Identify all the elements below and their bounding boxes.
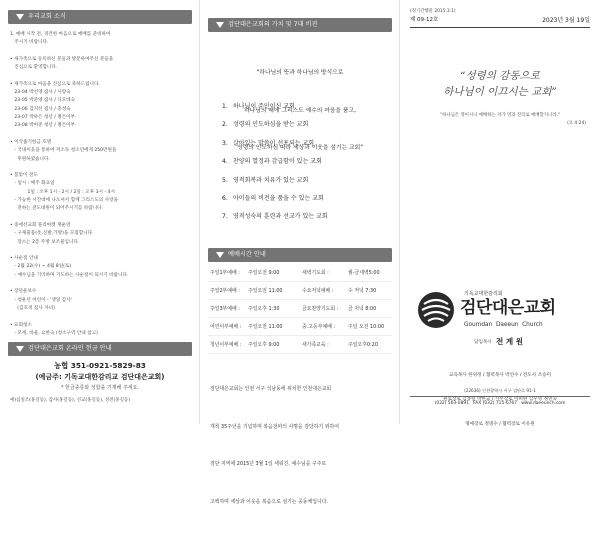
worship-row <box>210 288 394 295</box>
vision-item-text: 찬양의 열정과 감급함이 있는 교회 <box>233 158 322 166</box>
vision-statement-line: "하나님의 뜻과 하나님의 방식으로 <box>256 70 344 76</box>
theme-verse-ref: (요 4:24) <box>567 121 586 126</box>
vision-panel <box>200 0 400 505</box>
notice-line: - 가능한 시간대에 나오셔서 함께 그리스도의 사랑을 <box>10 198 118 203</box>
notice-line: • 새가족으로 등록하신 분들과 방문하여주신 분들을 <box>10 56 114 62</box>
worship-cell: 주일3부예배 : <box>210 306 240 312</box>
church-intro-line: 개척 35주년을 기념하며 복음전파의 사명을 감당하기 위하여 <box>210 423 339 430</box>
worship-cell: 주일2부예배 : <box>210 288 240 294</box>
cover-panel <box>400 0 600 428</box>
notice-line: • 장단운보수 <box>10 289 37 295</box>
worship-cell: 수 저녁 7:30 <box>348 288 377 294</box>
worship-cell: 금요찬양기도회 : <box>302 306 339 312</box>
vision-item-text: 영적성숙의 훈련과 선교가 있는 교회 <box>233 213 328 221</box>
notice-line: • 봄맞이 전도 <box>10 173 38 179</box>
notice-line: • 중에선교회 플리마켓 재운영 <box>10 222 71 228</box>
worship-cell: 주일오전 9:00 <box>248 270 280 276</box>
vision-item <box>222 212 328 221</box>
worship-cell: 주일1부예배 : <box>210 270 240 276</box>
vision-item <box>222 157 322 166</box>
vision-item <box>222 176 308 185</box>
notice-line: - 청운선 어린이 - '생일 감사' <box>10 297 72 303</box>
notice-line: 장소는 2층 주방 보조물입니다. <box>10 239 80 245</box>
vision-item <box>222 102 295 111</box>
vision-item-text: 영적회복과 치유가 있는 교회 <box>233 176 309 184</box>
account-number: 농협 351-0921-5829-83 <box>54 361 146 370</box>
worship-row-divider <box>208 335 392 336</box>
notice-line: - 모세, 바울, 요한숙 (청소구역 안내 참고) <box>10 330 98 336</box>
notice-line: 23-05 박준영 집사 / 디모데숙 <box>10 98 76 104</box>
worship-cell: 금 저녁 8:00 <box>348 306 377 312</box>
vision-item-number: 5. <box>222 176 228 184</box>
worship-header-label: 예배시간 안내 <box>228 251 266 258</box>
worship-cell: 주일오후0:20 <box>348 342 378 348</box>
pastor-label: 담임목사 <box>474 340 492 345</box>
vision-item-text: 살아있는 말씀이 선포되는 교회 <box>233 139 315 147</box>
notice-line: 23-06 김지선 집사 / 충성숙 <box>10 106 71 112</box>
notice-line: - 구제물품(옷,신발,가방)을 모집합니다. <box>10 231 94 237</box>
offering-example: 예)십일조(홍길동), 감사(홍길동), 선교(홍길동), 성전(홍길동) <box>10 398 131 403</box>
worship-row-divider <box>208 317 392 318</box>
vision-header <box>208 18 392 32</box>
vision-item-number: 6. <box>222 195 228 202</box>
notice-line: 23-07 박하은 청년 / 철은이부 <box>10 115 76 120</box>
church-contact: (032) 563-0891 FAX (032) 715-6767 www.daeeunch.com <box>434 401 566 406</box>
notice-header <box>8 10 192 24</box>
offering-header-label: 검단대은교회 온라인 헌금 안내 <box>28 345 112 352</box>
worship-cell: 어린이부예배 : <box>210 324 242 330</box>
bottom-divider <box>410 396 590 397</box>
worship-row <box>210 306 394 313</box>
notice-line: - 2월 22(수) ~ 4월 8일(토) <box>10 264 72 270</box>
vision-item-number: 2. <box>222 121 228 129</box>
triangle-icon <box>216 252 224 258</box>
notice-line: 진심으로 환영합니다. <box>10 65 58 71</box>
theme-line-1: “성령의 감동으로 <box>460 70 540 82</box>
worship-cell: 월-금새벽5:00 <box>348 270 380 276</box>
vision-item <box>222 194 324 203</box>
notice-line: • 새가족으로 마음을 진심으로 축하드립니다. <box>10 81 100 87</box>
church-intro-line: 검단대은교회는 인천 서구 석남동에 위치한 인천대은교회 <box>210 386 332 392</box>
church-intro-line: 고백하며 세상과 이웃을 복음으로 섬기는 공동체입니다. <box>210 498 328 505</box>
vision-statement-line: 하나님의 때에 그리스도 예수의 마음을 품고, <box>244 107 356 114</box>
worship-row-divider <box>208 281 392 282</box>
vision-item-text: 아이들의 비전을 품을 수 있는 교회 <box>233 195 324 202</box>
notice-line: - 예수님을 기억하며 기도하는 사순절이 되시기 바랍니다. <box>10 272 129 278</box>
church-name: 검단대은교회 <box>460 298 556 318</box>
notice-panel <box>0 0 200 424</box>
staff-line: 명예장로 정명수 / 협력장로 이유원 <box>465 422 535 428</box>
pastor-name: 전 계 원 <box>496 337 523 346</box>
worship-row <box>210 342 394 349</box>
vision-item <box>222 139 314 148</box>
vision-item-number: 1. <box>222 103 228 110</box>
worship-row <box>210 270 394 277</box>
notice-line: - 국내이웃을 통하여 저소득 청소년에게 250만원을 <box>10 148 117 154</box>
church-name-english: Goumdan Daeeun Church <box>464 322 543 328</box>
notice-line: (김호정 집사 자녀) <box>10 305 55 311</box>
worship-cell: 주일오전 11:00 <box>248 288 283 294</box>
worship-cell: 주일오후 9:00 <box>248 342 280 348</box>
worship-cell: 새가족교육 : <box>302 342 329 348</box>
issue-number: 제 09-12호 <box>410 17 439 23</box>
worship-cell: 주일 오전 10:00 <box>348 324 385 330</box>
notice-line: • 교회청소 <box>10 322 32 328</box>
vision-statement-line: 성령의 인도하심 따라 세상과 이웃을 섬기는 교회" <box>237 145 363 151</box>
staff-line: 원로장로 김종렬 박한교 / 시무장로 이희원 김우영 정연숙 <box>443 397 557 403</box>
notice-line: 1. 예배 시작 전, 경건한 마음으로 예배를 준비하여 <box>10 32 111 37</box>
worship-row <box>210 324 394 331</box>
worship-row-divider <box>208 353 392 354</box>
worship-cell: 주일오후 1:30 <box>248 306 280 312</box>
notice-line: 후원하였습니다. <box>10 156 50 162</box>
notice-line: 23-04 박선영 집사 / 사랑숙 <box>10 90 71 96</box>
registration-info: (정기간행물 2015.3.1) <box>410 9 456 14</box>
offering-header <box>8 342 192 356</box>
notice-line: 전하는 전도대원이 되어주시기를 바랍니다. <box>10 206 104 212</box>
theme-verse: "하나님은 영이시니 예배하는 자가 영과 진리로 예배할지니라." <box>440 113 560 118</box>
notice-line: 23-08 박여준 청년 / 철은이부 <box>10 123 76 129</box>
offering-note: * 헌금종류와 성함을 기재해 주세요. <box>60 385 140 391</box>
vision-item-text: 성령의 인도하심을 받는 교회 <box>233 121 309 129</box>
bulletin-date: 2023년 3월 19일 <box>542 17 590 24</box>
worship-cell: 청년이부예배 : <box>210 342 242 348</box>
notice-line: 주시기 바랍니다. <box>10 40 49 46</box>
worship-cell: 중.고등부예배 : <box>302 324 336 330</box>
theme-line-2: 하나님이 이끄시는 교회” <box>443 86 557 98</box>
church-intro <box>210 358 339 533</box>
notice-line: • 이삭줍기헌금 호명 <box>10 139 52 145</box>
staff-line: 교육목사 한위정 / 협력목사 박연수 / 전도사 조승미 <box>448 372 552 378</box>
triangle-icon <box>16 14 24 20</box>
vision-item-text: 하나님이 주인이신 교회 <box>233 103 295 110</box>
notice-header-label: 우리교회 소식 <box>28 13 66 20</box>
worship-header <box>208 248 392 262</box>
church-address: (22636) 인천광역시 서구 검단로 91-1 <box>464 388 536 393</box>
denomination: 기독교대한감리회 <box>464 291 503 297</box>
triangle-icon <box>16 346 24 352</box>
top-divider <box>410 27 590 28</box>
church-logo-icon <box>416 290 456 330</box>
vision-item <box>222 120 308 129</box>
vision-item-number: 7. <box>222 213 228 221</box>
notice-line: 1일 : 오후 1시 - 2시 / 2일 : 오후 3시 - 4시 <box>10 189 115 195</box>
notice-line: • 사순절 안내 <box>10 256 38 262</box>
notice-line: - 일시 : 매주 화요일 <box>10 181 55 187</box>
triangle-icon <box>216 22 224 28</box>
vision-item-number: 3. <box>222 139 228 147</box>
church-intro-line: 검단 지역에 2015년 3월 1일 세워진, 예수님을 구주로 <box>210 461 327 467</box>
account-holder: (예금주: 기독교대한감리교 검단대은교회) <box>35 373 165 381</box>
worship-cell: 수요저녁예배 : <box>302 288 334 294</box>
worship-cell: 주일오전 11:00 <box>248 324 283 330</box>
vision-item-number: 4. <box>222 158 228 166</box>
vision-header-label: 검단대은교회의 가치 및 7대 비전 <box>228 21 318 28</box>
worship-row-divider <box>208 299 392 300</box>
worship-cell: 새벽기도회 : <box>302 270 329 276</box>
